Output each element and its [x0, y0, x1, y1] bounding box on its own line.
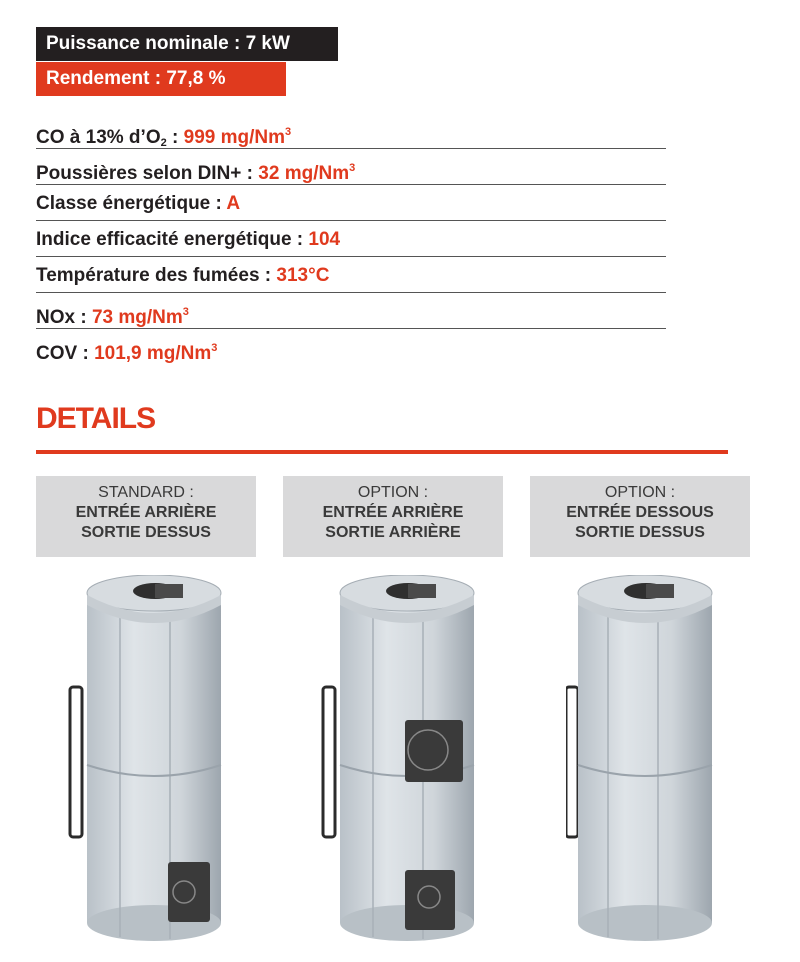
option-rear-inlet: ENTRÉE ARRIÈRE: [322, 504, 464, 521]
spec-co-sub: 2: [160, 137, 167, 149]
option-rear-outlet: SORTIE ARRIÈRE: [325, 524, 461, 541]
spec-energy-class-value: A: [226, 193, 241, 214]
option-standard-box: [36, 476, 256, 557]
spec-cov-value: 101,9 mg/Nm$^3$: [94, 342, 218, 364]
option-bottom-outlet: SORTIE DESSUS: [575, 524, 705, 541]
option-rear-box: [283, 476, 503, 557]
option-standard-title: STANDARD :: [98, 484, 194, 501]
spec-flue-temp: [36, 257, 666, 293]
spec-flue-temp-label: Température des fumées :: [36, 265, 277, 286]
details-heading: DETAILS: [36, 402, 156, 435]
spec-co-value: 999 mg/Nm$^3$: [183, 126, 292, 148]
efficiency-badge: Rendement : 77,8 %: [36, 62, 286, 96]
stove-standard-image: [60, 575, 250, 947]
power-badge: Puissance nominale : 7 kW: [36, 27, 338, 61]
spec-efficiency-index: [36, 221, 666, 257]
option-bottom-inlet: ENTRÉE DESSOUS: [566, 504, 714, 521]
spec-efficiency-index-label: Indice efficacité energétique :: [36, 229, 309, 250]
spec-cov-label: COV :: [36, 343, 95, 364]
spec-cov: [36, 329, 666, 365]
option-rear-title: OPTION :: [357, 484, 429, 501]
option-standard-inlet: ENTRÉE ARRIÈRE: [75, 504, 217, 521]
spec-energy-class: [36, 185, 666, 221]
spec-efficiency-index-value: 104: [308, 229, 341, 250]
spec-energy-class-label: Classe énergétique :: [36, 193, 227, 214]
stove-bottom-image: [566, 575, 756, 947]
spec-flue-temp-value: 313°C: [276, 265, 330, 286]
spec-nox: [36, 293, 666, 329]
spec-dust-value: 32 mg/Nm$^3$: [258, 162, 356, 184]
spec-nox-label: NOx :: [36, 307, 92, 328]
spec-list: [36, 113, 666, 365]
option-bottom-box: [530, 476, 750, 557]
spec-co-sep: :: [166, 127, 184, 148]
spec-nox-value: 73 mg/Nm$^3$: [91, 306, 189, 328]
option-bottom-title: OPTION :: [604, 484, 676, 501]
details-divider: [36, 450, 728, 454]
stove-rear-image: [313, 575, 503, 947]
option-standard-outlet: SORTIE DESSUS: [81, 524, 211, 541]
spec-dust-label: Poussières selon DIN+ :: [36, 163, 259, 184]
spec-dust: [36, 149, 666, 185]
spec-co: [36, 113, 666, 149]
spec-co-label: CO à 13% d’O: [36, 127, 161, 148]
